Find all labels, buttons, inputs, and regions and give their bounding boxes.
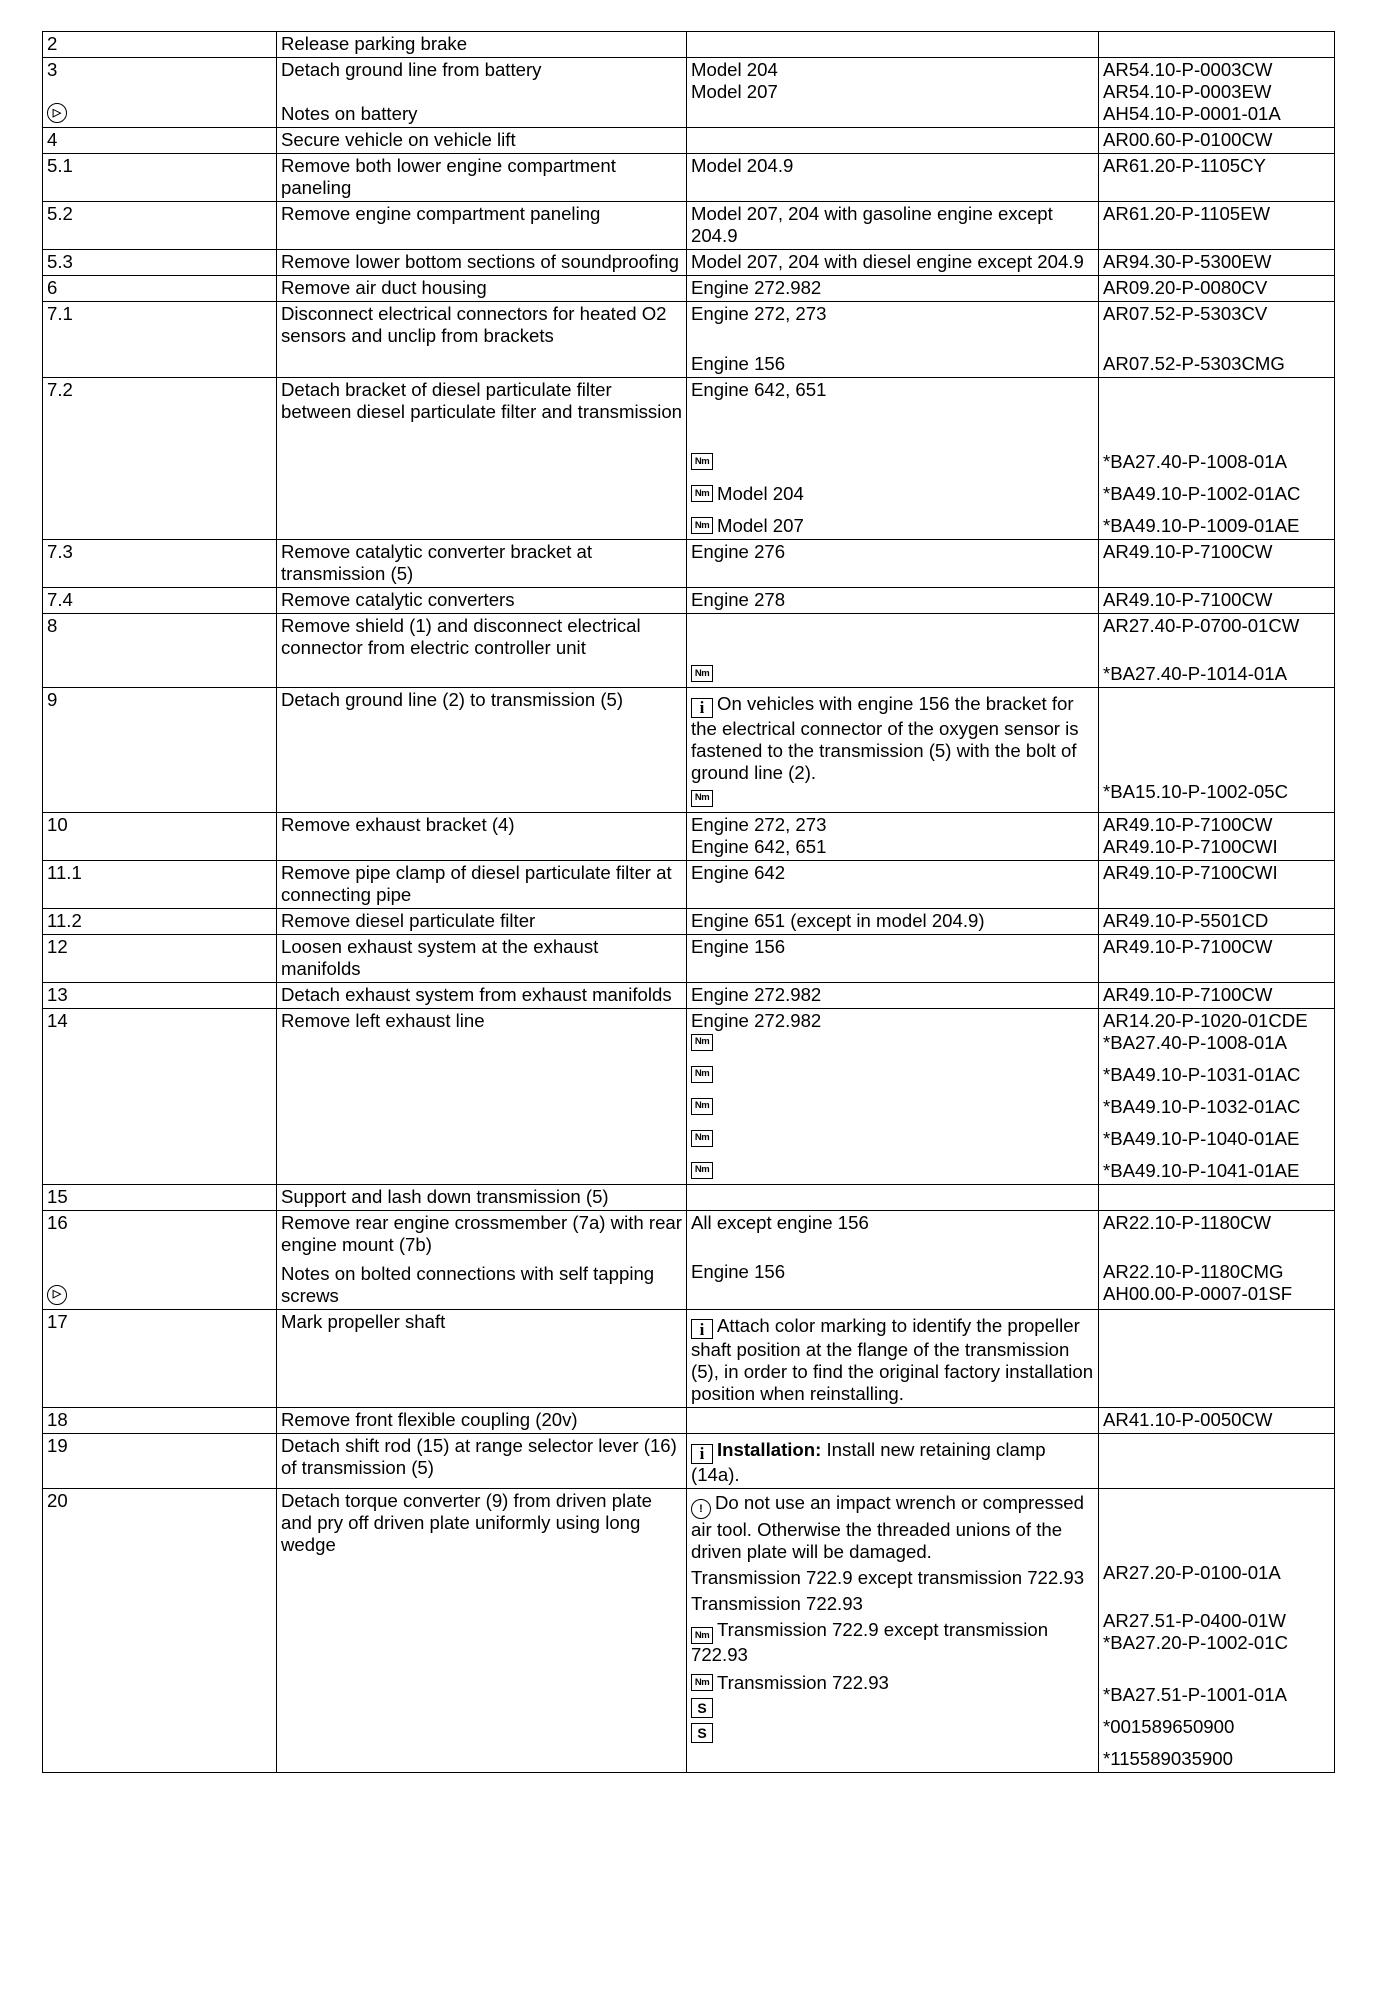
step-number: 4 (43, 128, 277, 154)
action-text: Remove left exhaust line (277, 1008, 687, 1184)
model-note: Transmission 722.9 except transmission 722.93 (691, 1567, 1085, 1588)
action-text: Remove both lower engine compartment paneling (277, 154, 687, 202)
table-row (43, 812, 1335, 860)
model-note: All except engine 156 (691, 1211, 869, 1233)
action-text: Remove air duct housing (277, 276, 687, 302)
note-cell (687, 812, 1099, 860)
model-note: Model 204.9 (687, 154, 1099, 202)
table-row (43, 982, 1335, 1008)
torque-icon: Nm (691, 1627, 713, 1644)
reference-cell (1099, 812, 1335, 860)
reference-link[interactable]: AR09.20-P-0080CV (1099, 276, 1335, 302)
step-number: 2 (43, 32, 277, 58)
step-cell (43, 1210, 277, 1309)
warning-icon: ! (691, 1499, 711, 1519)
model-note: Model 207, 204 with diesel engine except 204.9 (687, 250, 1099, 276)
torque-icon: Nm (691, 1066, 713, 1083)
info-note: On vehicles with engine 156 the bracket for the electrical connector of the oxygen sensor is fastened to the transmission (5) with the bolt of ground line (2). (691, 693, 1079, 783)
action-text: Release parking brake (277, 32, 687, 58)
action-text: Secure vehicle on vehicle lift (277, 128, 687, 154)
step-number: 7.2 (43, 378, 277, 540)
table-row (43, 1309, 1335, 1408)
notes-icon: ▷ (47, 1285, 67, 1305)
reference-link[interactable]: AR49.10-P-5501CD (1099, 908, 1335, 934)
action-cell (277, 58, 687, 128)
note-cell (687, 1309, 1099, 1408)
reference-link[interactable]: AR49.10-P-7100CWI (1103, 835, 1278, 857)
note-cell (687, 1008, 1099, 1184)
reference-link[interactable]: AR00.60-P-0100CW (1099, 128, 1335, 154)
step-number: 3 (47, 59, 58, 80)
table-row (43, 1210, 1335, 1309)
table-row (43, 934, 1335, 982)
model-note: Engine 651 (except in model 204.9) (687, 908, 1099, 934)
info-note: Install new retaining clamp (14a). (691, 1439, 1046, 1485)
step-number: 8 (43, 614, 277, 688)
step-number: 20 (43, 1488, 277, 1772)
reference-link[interactable]: *BA49.10-P-1040-01AE (1103, 1127, 1300, 1149)
action-text: Remove exhaust bracket (4) (277, 812, 687, 860)
table-row (43, 614, 1335, 688)
step-number: 19 (43, 1434, 277, 1489)
action-text: Detach shift rod (15) at range selector lever (16) of transmission (5) (277, 1434, 687, 1489)
step-number: 11.1 (43, 860, 277, 908)
action-text: Detach exhaust system from exhaust manifolds (277, 982, 687, 1008)
action-text: Remove catalytic converters (277, 588, 687, 614)
reference-cell (1099, 1210, 1335, 1309)
model-note: Engine 272, 273 (691, 813, 827, 835)
action-text: Remove shield (1) and disconnect electrical connector from electric controller unit (277, 614, 687, 688)
note-cell (687, 128, 1099, 154)
model-note: Engine 156 (691, 353, 786, 374)
step-number: 9 (43, 688, 277, 813)
repair-procedure-table (42, 31, 1335, 1773)
model-note: Engine 276 (687, 540, 1099, 588)
action-text: Support and lash down transmission (5) (277, 1184, 687, 1210)
model-note: Engine 272.982 (687, 276, 1099, 302)
installation-label: Installation: (717, 1439, 822, 1460)
table-row (43, 302, 1335, 378)
reference-link[interactable]: AR54.10-P-0003EW (1103, 81, 1272, 102)
reference-link[interactable]: AR27.40-P-0700-01CW (1103, 615, 1300, 636)
model-note: Model 207 (691, 81, 778, 102)
reference-link[interactable]: AR07.52-P-5303CMG (1103, 353, 1285, 374)
model-note: Engine 272.982 (687, 982, 1099, 1008)
note-cell (687, 688, 1099, 813)
step-number: 15 (43, 1184, 277, 1210)
model-note: Engine 156 (691, 1260, 786, 1282)
model-note: Model 207 (717, 515, 804, 536)
reference-link[interactable]: *BA49.10-P-1031-01AC (1103, 1063, 1301, 1085)
action-text: Detach ground line (2) to transmission (5) (277, 688, 687, 813)
action-text: Remove front flexible coupling (20v) (277, 1408, 687, 1434)
torque-icon: Nm (691, 1130, 713, 1147)
torque-icon: Nm (691, 790, 713, 807)
note-cell (687, 1434, 1099, 1489)
reference-link[interactable]: *BA27.20-P-1002-01C (1103, 1631, 1289, 1653)
notes-icon: ▷ (47, 103, 67, 123)
warning-note: Do not use an impact wrench or compressed air tool. Otherwise the threaded unions of the driven plate will be damaged. (691, 1491, 1084, 1562)
reference-link[interactable]: *BA49.10-P-1002-01AC (1103, 483, 1301, 504)
step-number: 6 (43, 276, 277, 302)
reference-cell (1099, 32, 1335, 58)
reference-link[interactable]: AR49.10-P-7100CW (1099, 934, 1335, 982)
action-text: Remove engine compartment paneling (277, 202, 687, 250)
table-row (43, 378, 1335, 540)
model-note: Engine 642, 651 (691, 379, 827, 400)
reference-cell (1099, 302, 1335, 378)
table-row (43, 202, 1335, 250)
model-note: Engine 272.982 (691, 1009, 822, 1031)
reference-cell (1099, 1309, 1335, 1408)
step-number: 17 (43, 1309, 277, 1408)
torque-icon: Nm (691, 1674, 713, 1691)
action-text: Detach bracket of diesel particulate filter between diesel particulate filter and transmission (277, 378, 687, 540)
model-note: Transmission 722.93 (717, 1672, 889, 1694)
special-tool-icon: S (691, 1723, 713, 1743)
model-note: Engine 156 (687, 934, 1099, 982)
step-number: 16 (47, 1211, 68, 1233)
note-cell (687, 32, 1099, 58)
step-cell (43, 58, 277, 128)
step-number: 12 (43, 934, 277, 982)
model-note: Transmission 722.9 except transmission 722.93 (691, 1619, 1049, 1666)
model-note: Engine 278 (687, 588, 1099, 614)
reference-cell (1099, 58, 1335, 128)
reference-link[interactable]: *BA27.40-P-1014-01A (1103, 663, 1287, 684)
reference-link[interactable]: *BA49.10-P-1009-01AE (1103, 515, 1300, 536)
reference-cell (1099, 1488, 1335, 1772)
model-note: Engine 642, 651 (691, 835, 827, 857)
reference-link[interactable]: AR49.10-P-7100CWI (1099, 860, 1335, 908)
reference-link[interactable]: AR07.52-P-5303CV (1103, 303, 1268, 324)
table-row (43, 1008, 1335, 1184)
step-number: 7.4 (43, 588, 277, 614)
note-cell (687, 378, 1099, 540)
table-row (43, 58, 1335, 128)
torque-icon: Nm (691, 517, 713, 534)
info-icon: i (691, 1319, 713, 1339)
reference-cell (1099, 614, 1335, 688)
note-cell (687, 614, 1099, 688)
reference-link[interactable]: AR41.10-P-0050CW (1099, 1408, 1335, 1434)
table-row (43, 1488, 1335, 1772)
note-cell (687, 1488, 1099, 1772)
reference-link[interactable]: AR54.10-P-0003CW (1103, 59, 1273, 80)
table-row (43, 32, 1335, 58)
action-text: Mark propeller shaft (277, 1309, 687, 1408)
reference-link[interactable]: *BA15.10-P-1002-05C (1103, 781, 1289, 802)
action-cell (277, 1210, 687, 1309)
step-number: 11.2 (43, 908, 277, 934)
reference-cell (1099, 1184, 1335, 1210)
step-number: 13 (43, 982, 277, 1008)
reference-link[interactable]: AR61.20-P-1105CY (1099, 154, 1335, 202)
reference-link[interactable]: AR49.10-P-7100CW (1099, 982, 1335, 1008)
reference-link[interactable]: AR27.20-P-0100-01A (1103, 1561, 1281, 1583)
reference-link[interactable]: AR22.10-P-1180CMG (1103, 1260, 1284, 1282)
note-cell (687, 1408, 1099, 1434)
table-row (43, 154, 1335, 202)
reference-link[interactable]: *115589035900 (1103, 1747, 1233, 1769)
note-cell (687, 58, 1099, 128)
step-number: 5.1 (43, 154, 277, 202)
torque-icon: Nm (691, 665, 713, 682)
info-note: Attach color marking to identify the propeller shaft position at the flange of the transmission (5), in order to find the original factory installation position when reinstalling. (691, 1314, 1094, 1404)
reference-link[interactable]: AR27.51-P-0400-01W (1103, 1609, 1286, 1631)
table-row (43, 1434, 1335, 1489)
step-number: 18 (43, 1408, 277, 1434)
reference-cell (1099, 378, 1335, 540)
table-row (43, 128, 1335, 154)
table-row (43, 1408, 1335, 1434)
reference-cell (1099, 1434, 1335, 1489)
torque-icon: Nm (691, 1098, 713, 1115)
table-row (43, 250, 1335, 276)
reference-link[interactable]: *BA27.51-P-1001-01A (1103, 1683, 1287, 1705)
table-row (43, 688, 1335, 813)
action-text: Detach ground line from battery (281, 59, 542, 80)
reference-link[interactable]: AR61.20-P-1105EW (1099, 202, 1335, 250)
torque-icon: Nm (691, 1162, 713, 1179)
model-note: Engine 272, 273 (691, 303, 827, 324)
step-number: 14 (43, 1008, 277, 1184)
step-number: 5.3 (43, 250, 277, 276)
torque-icon: Nm (691, 485, 713, 502)
reference-link[interactable]: *BA27.40-P-1008-01A (1103, 451, 1287, 472)
table-row (43, 540, 1335, 588)
action-text: Loosen exhaust system at the exhaust manifolds (277, 934, 687, 982)
reference-link[interactable]: AR94.30-P-5300EW (1099, 250, 1335, 276)
action-text: Remove lower bottom sections of soundproofing (277, 250, 687, 276)
action-text: Remove catalytic converter bracket at transmission (5) (277, 540, 687, 588)
note-cell (687, 1210, 1099, 1309)
model-note: Transmission 722.93 (691, 1593, 863, 1614)
reference-link[interactable]: AH54.10-P-0001-01A (1103, 103, 1281, 124)
table-row (43, 276, 1335, 302)
reference-link[interactable]: *001589650900 (1103, 1715, 1235, 1737)
action-text: Detach torque converter (9) from driven plate and pry off driven plate uniformly using long wedge (277, 1488, 687, 1772)
model-note: Model 204 (691, 59, 778, 80)
info-icon: i (691, 1444, 713, 1464)
torque-icon: Nm (691, 453, 713, 470)
note-cell (687, 1184, 1099, 1210)
special-tool-icon: S (691, 1698, 713, 1718)
torque-icon: Nm (691, 1034, 713, 1051)
reference-link[interactable]: AH00.00-P-0007-01SF (1103, 1282, 1293, 1304)
model-note: Model 204 (717, 483, 804, 504)
reference-link[interactable]: AR49.10-P-7100CW (1099, 588, 1335, 614)
table-row (43, 1184, 1335, 1210)
table-row (43, 908, 1335, 934)
model-note: Engine 642 (687, 860, 1099, 908)
action-text: Remove pipe clamp of diesel particulate filter at connecting pipe (277, 860, 687, 908)
info-icon: i (691, 698, 713, 718)
notes-link[interactable]: Notes on bolted connections with self tapping screws (281, 1262, 655, 1306)
reference-link[interactable]: *BA49.10-P-1041-01AE (1103, 1159, 1300, 1181)
reference-link[interactable]: AR49.10-P-7100CW (1099, 540, 1335, 588)
reference-cell (1099, 1008, 1335, 1184)
note-cell (687, 302, 1099, 378)
action-text: Disconnect electrical connectors for heated O2 sensors and unclip from brackets (277, 302, 687, 378)
table-row (43, 860, 1335, 908)
table-row (43, 588, 1335, 614)
reference-link[interactable]: *BA49.10-P-1032-01AC (1103, 1095, 1301, 1117)
step-number: 5.2 (43, 202, 277, 250)
reference-link[interactable]: *BA27.40-P-1008-01A (1103, 1031, 1287, 1053)
reference-link[interactable]: AR22.10-P-1180CW (1103, 1211, 1272, 1233)
reference-link[interactable]: AR14.20-P-1020-01CDE (1103, 1009, 1308, 1031)
reference-link[interactable]: AR49.10-P-7100CW (1103, 813, 1273, 835)
step-number: 10 (43, 812, 277, 860)
action-text: Remove rear engine crossmember (7a) with rear engine mount (7b) (281, 1211, 682, 1255)
model-note: Model 207, 204 with gasoline engine except 204.9 (687, 202, 1099, 250)
notes-link[interactable]: Notes on battery (281, 103, 418, 124)
step-number: 7.1 (43, 302, 277, 378)
action-text: Remove diesel particulate filter (277, 908, 687, 934)
step-number: 7.3 (43, 540, 277, 588)
reference-cell (1099, 688, 1335, 813)
